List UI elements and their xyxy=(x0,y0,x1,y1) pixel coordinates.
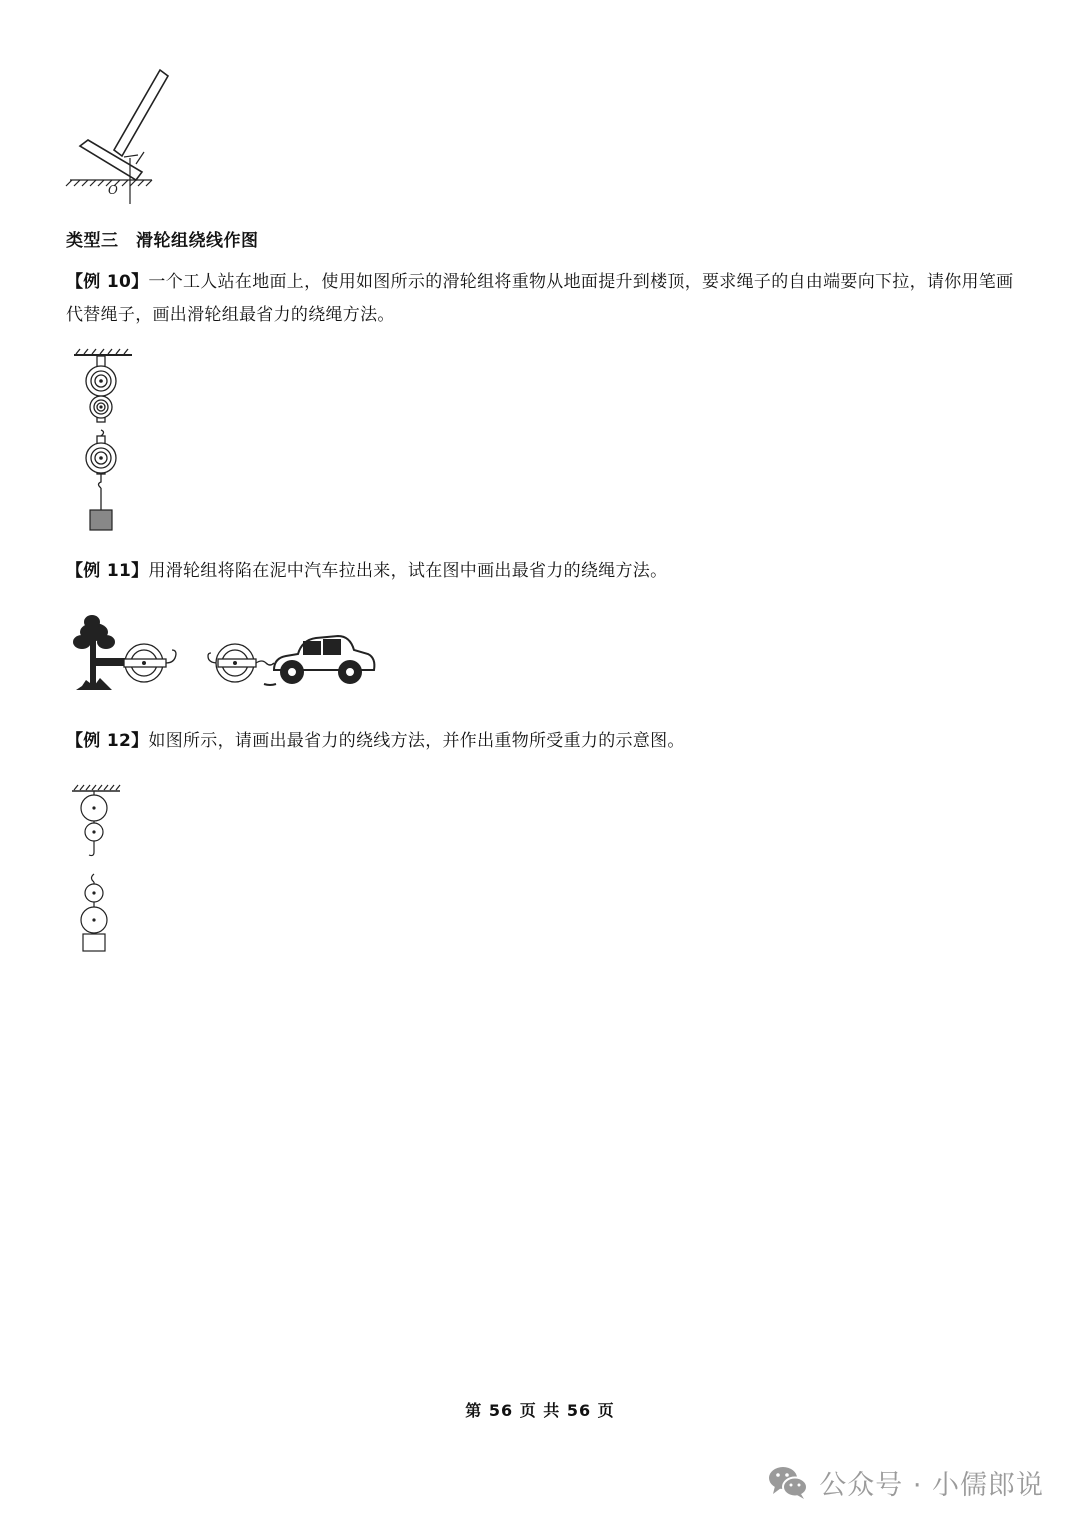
section-title: 类型三 滑轮组绕线作图 xyxy=(66,231,259,251)
example-12 xyxy=(66,725,1026,758)
example-11 xyxy=(66,555,1026,588)
example-10-tag: 【例 10】 xyxy=(66,272,149,292)
example-12-tag: 【例 12】 xyxy=(66,731,149,751)
pulley-figure-10 xyxy=(66,348,146,534)
pulley-figure-12 xyxy=(66,784,126,956)
example-11-text: 用滑轮组将陷在泥中汽车拉出来，试在图中画出最省力的绕绳方法。 xyxy=(148,561,668,581)
watermark-text: 公众号 · 小儒郎说 xyxy=(819,1469,1044,1501)
example-10-text: 一个工人站在地面上，使用如图所示的滑轮组将重物从地面提升到楼顶，要求绳子的自由端要向下拉，请你用笔画代替绳子，画出滑轮组最省力的绕绳方法。 xyxy=(66,272,1014,325)
watermark xyxy=(767,1460,1044,1504)
pivot-label: O xyxy=(108,183,118,197)
example-12-text: 如图所示，请画出最省力的绕线方法，并作出重物所受重力的示意图。 xyxy=(148,731,685,751)
page-footer: 第 56 页 共 56 页 xyxy=(465,1401,615,1420)
wechat-icon xyxy=(767,1464,809,1500)
car-pulley-figure-11 xyxy=(66,612,386,696)
example-10 xyxy=(66,266,1026,332)
hammer-lever-figure xyxy=(60,64,180,212)
example-11-tag: 【例 11】 xyxy=(66,561,149,581)
